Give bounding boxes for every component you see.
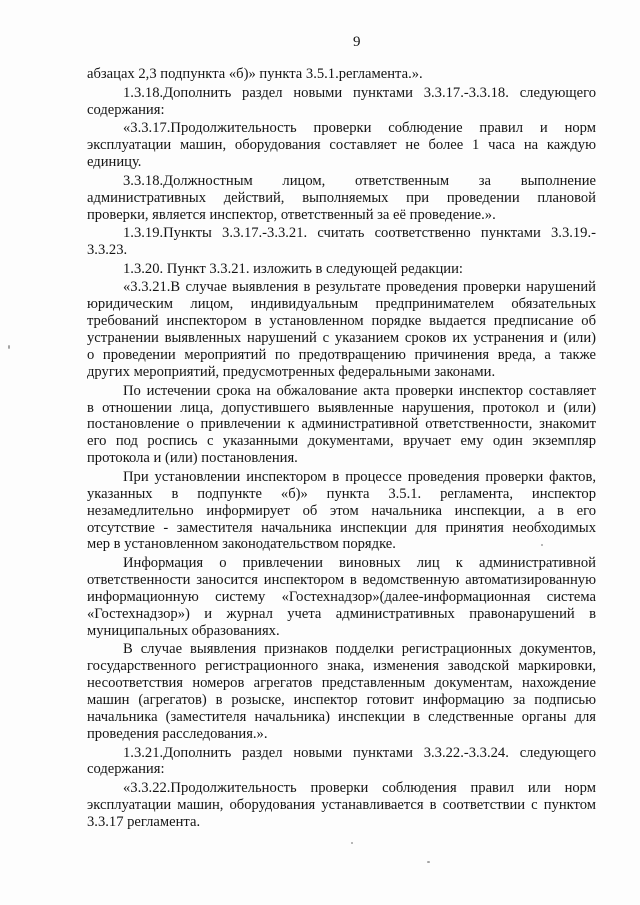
text-line: При установлении инспектором в процессе проведения проверки фактов, [123, 468, 596, 485]
text-line: постановление о привлечении к административной ответственности, знакомит [87, 416, 596, 433]
text-line: абзацах 2,3 подпункта «б)» пункта 3.5.1.регламента.». [87, 66, 423, 82]
text-line: 1.3.19.Пункты 3.3.17.-3.3.21. считать соответственно пунктами 3.3.19.- [123, 225, 596, 242]
text-line: эксплуатации машин, оборудования составляет не более 1 часа на каждую [87, 137, 596, 154]
text-line: о проведении мероприятий по предотвращению причинения вреда, а также [87, 347, 596, 364]
text-line: содержания: [87, 101, 165, 118]
text-line: юридическим лицом, индивидуальным предпринимателем обязательных [87, 296, 596, 313]
paragraph [87, 85, 596, 119]
text-line: содержания: [87, 761, 165, 778]
text-line: машин (агрегатов) в розыске, инспектор готовит информацию за подписью [87, 692, 596, 709]
text-line: 3.3.17 регламента. [87, 813, 201, 830]
text-line: проверки, является инспектор, ответственный за её проведение.». [87, 206, 496, 223]
text-line: ответственности заносится инспектором в ведомственную автоматизированную [87, 572, 596, 588]
continued-paragraph [87, 66, 596, 83]
text-line: отсутствие - заместителя начальника инспекции для принятия необходимых [87, 519, 596, 536]
text-line: 1.3.18.Дополнить раздел новыми пунктами 3.3.17.-3.3.18. следующего [123, 84, 596, 101]
text-line: В случае выявления признаков подделки регистрационных документов, [123, 641, 596, 658]
text-line: государственного регистрационного знака, изменения заводской маркировки, [87, 658, 596, 675]
text-line: «Гостехнадзор») и журнал учета административных правонарушений в [87, 605, 596, 622]
text-line: информационную систему «Гостехнадзор»(далее-информационная система [87, 588, 596, 605]
text-line: требований инспектором в установленном порядке выдается предписание об [87, 313, 596, 330]
paragraph [87, 225, 596, 259]
text-line: устранении выявленных нарушений с указанием сроков их устранения и (или) [87, 330, 596, 347]
paragraph [87, 261, 596, 278]
text-line: административных действий, выполняемых при проведении плановой [87, 189, 596, 206]
text-line: По истечении срока на обжалование акта проверки инспектор составляет [123, 382, 596, 399]
body-text [87, 66, 596, 831]
text-line: мер в установленном законодательством порядке. [87, 536, 396, 553]
paragraph [87, 745, 596, 779]
scan-speck [8, 345, 10, 349]
paragraph [87, 279, 596, 380]
text-line: 1.3.20. Пункт 3.3.21. изложить в следующей редакции: [123, 260, 463, 277]
paragraph [87, 555, 596, 639]
text-line: незамедлительно информирует об этом начальника инспекции, а в его [87, 502, 596, 519]
text-line: протокола и (или) постановления. [87, 450, 298, 467]
text-line: начальника (заместителя начальника) инспекции в следственные органы для [87, 708, 596, 725]
text-line: 3.3.23. [87, 242, 128, 259]
paragraph [87, 120, 596, 171]
paragraph [87, 383, 596, 467]
text-line: «3.3.17.Продолжительность проверки соблюдение правил и норм [123, 120, 596, 137]
text-line: несоответствия номеров агрегатов представленным документам, нахождение [87, 675, 596, 692]
text-line: 1.3.21.Дополнить раздел новыми пунктами 3.3.22.-3.3.24. следующего [123, 744, 596, 761]
text-line: его под роспись с указанными документами, вручает ему один экземпляр [87, 433, 596, 450]
text-line: «3.3.22.Продолжительность проверки соблюдения правил или норм [123, 780, 596, 797]
scan-speck [427, 861, 430, 863]
page-number: 9 [353, 34, 361, 50]
paragraph [87, 780, 596, 831]
text-line: «3.3.21.В случае выявления в результате проведения проверки нарушений [123, 279, 596, 296]
text-line: эксплуатации машин, оборудования устанавливается в соответствии с пунктом [87, 796, 596, 813]
text-line: Информация о привлечении виновных лиц к административной [123, 555, 596, 572]
paragraph [87, 469, 596, 553]
text-line: муниципальных образованиях. [87, 622, 280, 639]
text-line: других мероприятий, предусмотренных федеральными законами. [87, 363, 496, 380]
text-line: указанных в подпункте «б)» пункта 3.5.1. регламента, инспектор [87, 485, 596, 502]
paragraph [87, 641, 596, 742]
scan-speck [541, 544, 543, 546]
text-line: в отношении лица, допустившего выявленные нарушения, протокол и (или) [87, 399, 596, 416]
text-line: единицу. [87, 154, 142, 171]
text-line: 3.3.18.Должностным лицом, ответственным за выполнение [123, 172, 596, 189]
text-line: проведения расследования.». [87, 725, 268, 742]
scan-speck [351, 842, 353, 844]
paragraph [87, 173, 596, 224]
